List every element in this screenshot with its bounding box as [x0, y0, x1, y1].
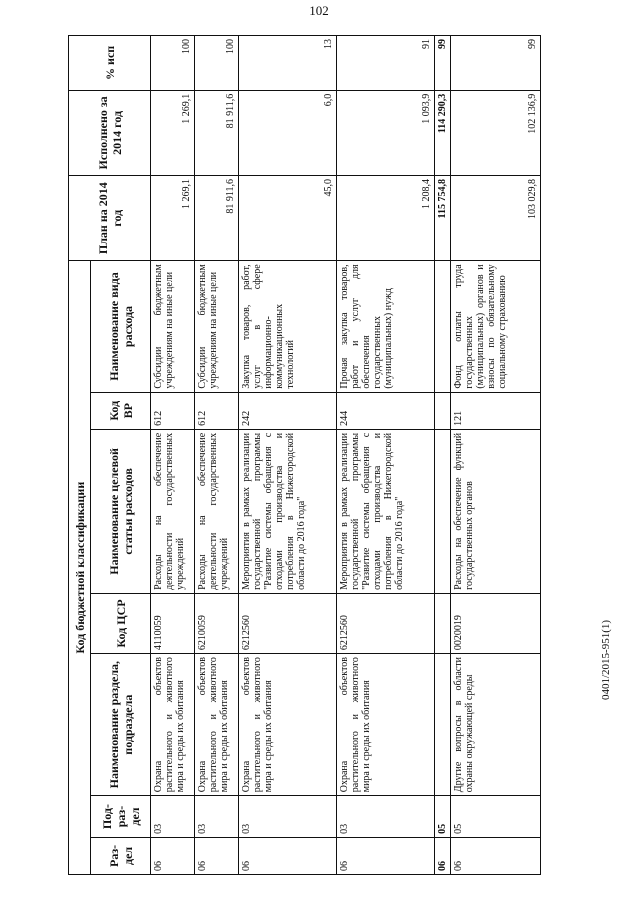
cell-target-name: Мероприятия в рамках реализации государственной программы "Развитие системы обращения с отходами производства и потребления в Нижегородской области до 2016 года": [239, 429, 337, 593]
subtotal-row: [435, 36, 451, 875]
cell-expense-type: Фонд оплаты труда государственных (муниципальных) органов и взносы по обязательному социальному страхованию: [451, 261, 541, 392]
cell-target-name: Расходы на обеспечение функций государственных органов: [451, 429, 541, 593]
cell-target-name: Расходы на обеспечение деятельности государственных учреждений: [151, 429, 195, 593]
header-csr-code: Код ЦСР: [91, 593, 151, 653]
cell-executed: 114 290,3: [435, 90, 451, 175]
cell-percent: 100: [151, 36, 195, 91]
header-target-name: Наименование целевой статьи расходов: [91, 429, 151, 593]
cell-podrazdel: 03: [151, 796, 195, 838]
cell-plan: 115 754,8: [435, 176, 451, 261]
cell-target-name: Расходы на обеспечение деятельности государственных учреждений: [195, 429, 239, 593]
header-plan: План на 2014 год: [69, 176, 151, 261]
cell-target-name: [435, 429, 451, 593]
cell-razdel: 06: [195, 837, 239, 874]
cell-executed: 1 269,1: [151, 90, 195, 175]
cell-razdel: 06: [239, 837, 337, 874]
cell-target-name: Мероприятия в рамках реализации государственной программы "Развитие системы обращения с отходами производства и потребления в Нижегородской области до 2016 года": [337, 429, 435, 593]
cell-section-name: Охрана объектов растительного и животного мира и среды их обитания: [239, 654, 337, 796]
cell-plan: 1 269,1: [151, 176, 195, 261]
document-code: 0401/2015-951(1): [600, 619, 612, 700]
table-row: [239, 36, 337, 875]
header-expense-type: Наименование вида расхода: [91, 261, 151, 392]
cell-podrazdel: 03: [239, 796, 337, 838]
header-percent: % исп: [69, 36, 151, 91]
cell-csr-code: 6212560: [239, 593, 337, 653]
cell-executed: 102 136,9: [451, 90, 541, 175]
cell-razdel: 06: [151, 837, 195, 874]
budget-table: [68, 35, 541, 875]
header-razdel: Раз-дел: [91, 837, 151, 874]
header-vr-code: Код ВР: [91, 392, 151, 429]
cell-vr-code: 242: [239, 392, 337, 429]
cell-percent: 100: [195, 36, 239, 91]
cell-podrazdel: 05: [435, 796, 451, 838]
cell-plan: 45,0: [239, 176, 337, 261]
cell-plan: 103 029,8: [451, 176, 541, 261]
cell-vr-code: 244: [337, 392, 435, 429]
header-podrazdel: Под-раз-дел: [91, 796, 151, 838]
budget-table-rotated: [68, 35, 608, 875]
header-executed: Исполнено за 2014 год: [69, 90, 151, 175]
table-row: [195, 36, 239, 875]
cell-executed: 1 093,9: [337, 90, 435, 175]
table-row: [337, 36, 435, 875]
cell-razdel: 06: [337, 837, 435, 874]
cell-expense-type: Прочая закупка товаров, работ и услуг для обеспечения государственных (муниципальных) нужд: [337, 261, 435, 392]
cell-expense-type: Субсидии бюджетным учреждениям на иные цели: [151, 261, 195, 392]
cell-executed: 81 911,6: [195, 90, 239, 175]
cell-razdel: 06: [451, 837, 541, 874]
cell-podrazdel: 03: [195, 796, 239, 838]
cell-csr-code: 6212560: [337, 593, 435, 653]
cell-percent: 91: [337, 36, 435, 91]
cell-section-name: Охрана объектов растительного и животного мира и среды их обитания: [151, 654, 195, 796]
cell-plan: 81 911,6: [195, 176, 239, 261]
table-row: [151, 36, 195, 875]
cell-expense-type: Субсидии бюджетным учреждениям на иные цели: [195, 261, 239, 392]
cell-expense-type: [435, 261, 451, 392]
cell-csr-code: 4110059: [151, 593, 195, 653]
cell-podrazdel: 05: [451, 796, 541, 838]
cell-section-name: Охрана объектов растительного и животного мира и среды их обитания: [195, 654, 239, 796]
cell-percent: 99: [451, 36, 541, 91]
cell-vr-code: 612: [151, 392, 195, 429]
cell-percent: 99: [435, 36, 451, 91]
cell-csr-code: 0020019: [451, 593, 541, 653]
classification-header: Код бюджетной классификации: [69, 261, 91, 875]
cell-razdel: 06: [435, 837, 451, 874]
cell-section-name: Другие вопросы в области охраны окружающей среды: [451, 654, 541, 796]
cell-vr-code: 612: [195, 392, 239, 429]
cell-csr-code: [435, 593, 451, 653]
cell-executed: 6,0: [239, 90, 337, 175]
cell-vr-code: 121: [451, 392, 541, 429]
cell-csr-code: 6210059: [195, 593, 239, 653]
cell-vr-code: [435, 392, 451, 429]
cell-expense-type: Закупка товаров, работ, услуг в сфере информационно-коммуникационных технологий: [239, 261, 337, 392]
cell-section-name: [435, 654, 451, 796]
header-section-name: Наименование раздела, подраздела: [91, 654, 151, 796]
table-row: [451, 36, 541, 875]
cell-podrazdel: 03: [337, 796, 435, 838]
cell-percent: 13: [239, 36, 337, 91]
cell-section-name: Охрана объектов растительного и животного мира и среды их обитания: [337, 654, 435, 796]
page-number: 102: [309, 3, 329, 18]
cell-plan: 1 208,4: [337, 176, 435, 261]
